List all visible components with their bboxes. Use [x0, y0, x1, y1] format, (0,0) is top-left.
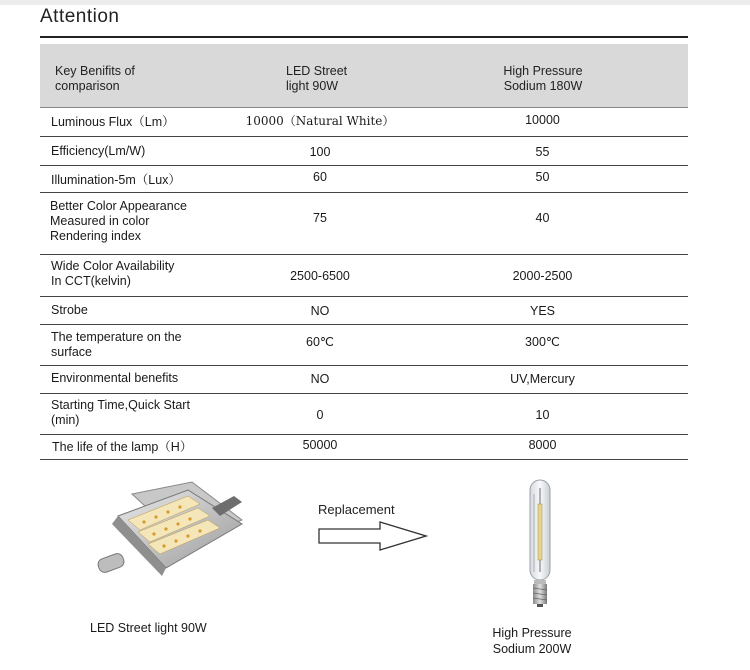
- hps-value: 55: [535, 145, 550, 159]
- hps-value: 300℃: [525, 335, 560, 349]
- hps-caption: High Pressure Sodium 200W: [492, 626, 572, 656]
- table-row: [40, 137, 688, 166]
- hps-value: 50: [535, 170, 550, 184]
- led-value: 50000: [302, 438, 338, 452]
- table-row: [40, 325, 688, 366]
- led-street-light-image: [92, 480, 252, 590]
- hps-value: 10: [535, 408, 550, 422]
- table-row: [40, 394, 688, 435]
- row-label: Better Color Appearance Measured in color Rendering index: [50, 199, 187, 243]
- row-label: Luminous Flux（Lm）: [51, 115, 175, 129]
- replacement-label: Replacement: [318, 502, 395, 517]
- row-label: Illumination-5m（Lux）: [51, 173, 181, 187]
- table-row: [40, 366, 688, 394]
- table-row: [40, 255, 688, 297]
- table-row: [40, 193, 688, 255]
- row-label: Wide Color Availability In CCT(kelvin): [51, 259, 175, 288]
- row-label: The temperature on the surface: [51, 330, 182, 359]
- hps-value: 40: [535, 211, 550, 225]
- table-row: [40, 297, 688, 325]
- header-benefits: Key Benifits of comparison: [55, 64, 135, 93]
- led-value: 60℃: [306, 335, 334, 349]
- top-band: [0, 0, 750, 5]
- row-label: Starting Time,Quick Start (min): [51, 398, 190, 427]
- row-label: Environmental benefits: [51, 371, 179, 385]
- led-value: 60: [313, 170, 327, 184]
- arrow-right-icon: [318, 521, 428, 551]
- row-label: Efficiency(Lm/W): [51, 144, 146, 158]
- hps-lamp-image: [522, 476, 558, 608]
- table-row: [40, 166, 688, 193]
- table-row: [40, 108, 688, 137]
- led-value: 75: [313, 211, 327, 225]
- led-value: NO: [310, 304, 330, 318]
- row-label: Strobe: [51, 303, 88, 317]
- header-led: LED Street light 90W: [286, 64, 348, 93]
- hps-value: 10000: [525, 113, 560, 127]
- table-row: [40, 435, 688, 460]
- hps-value: 8000: [528, 438, 557, 452]
- hps-value: UV,Mercury: [510, 372, 575, 386]
- led-value: 100: [309, 145, 331, 159]
- led-value: 2500-6500: [290, 269, 350, 283]
- hps-value: 2000-2500: [512, 269, 573, 283]
- table-header: [40, 44, 688, 108]
- led-caption: LED Street light 90W: [90, 621, 207, 635]
- led-value: 0: [316, 408, 324, 422]
- header-hps: High Pressure Sodium 180W: [503, 64, 583, 93]
- row-label: The life of the lamp（H）: [52, 440, 193, 454]
- hps-value: YES: [529, 304, 555, 318]
- led-value: NO: [310, 372, 330, 386]
- title-divider: [40, 36, 688, 38]
- page-title: Attention: [40, 6, 120, 27]
- led-value: 10000（Natural White）: [245, 114, 395, 128]
